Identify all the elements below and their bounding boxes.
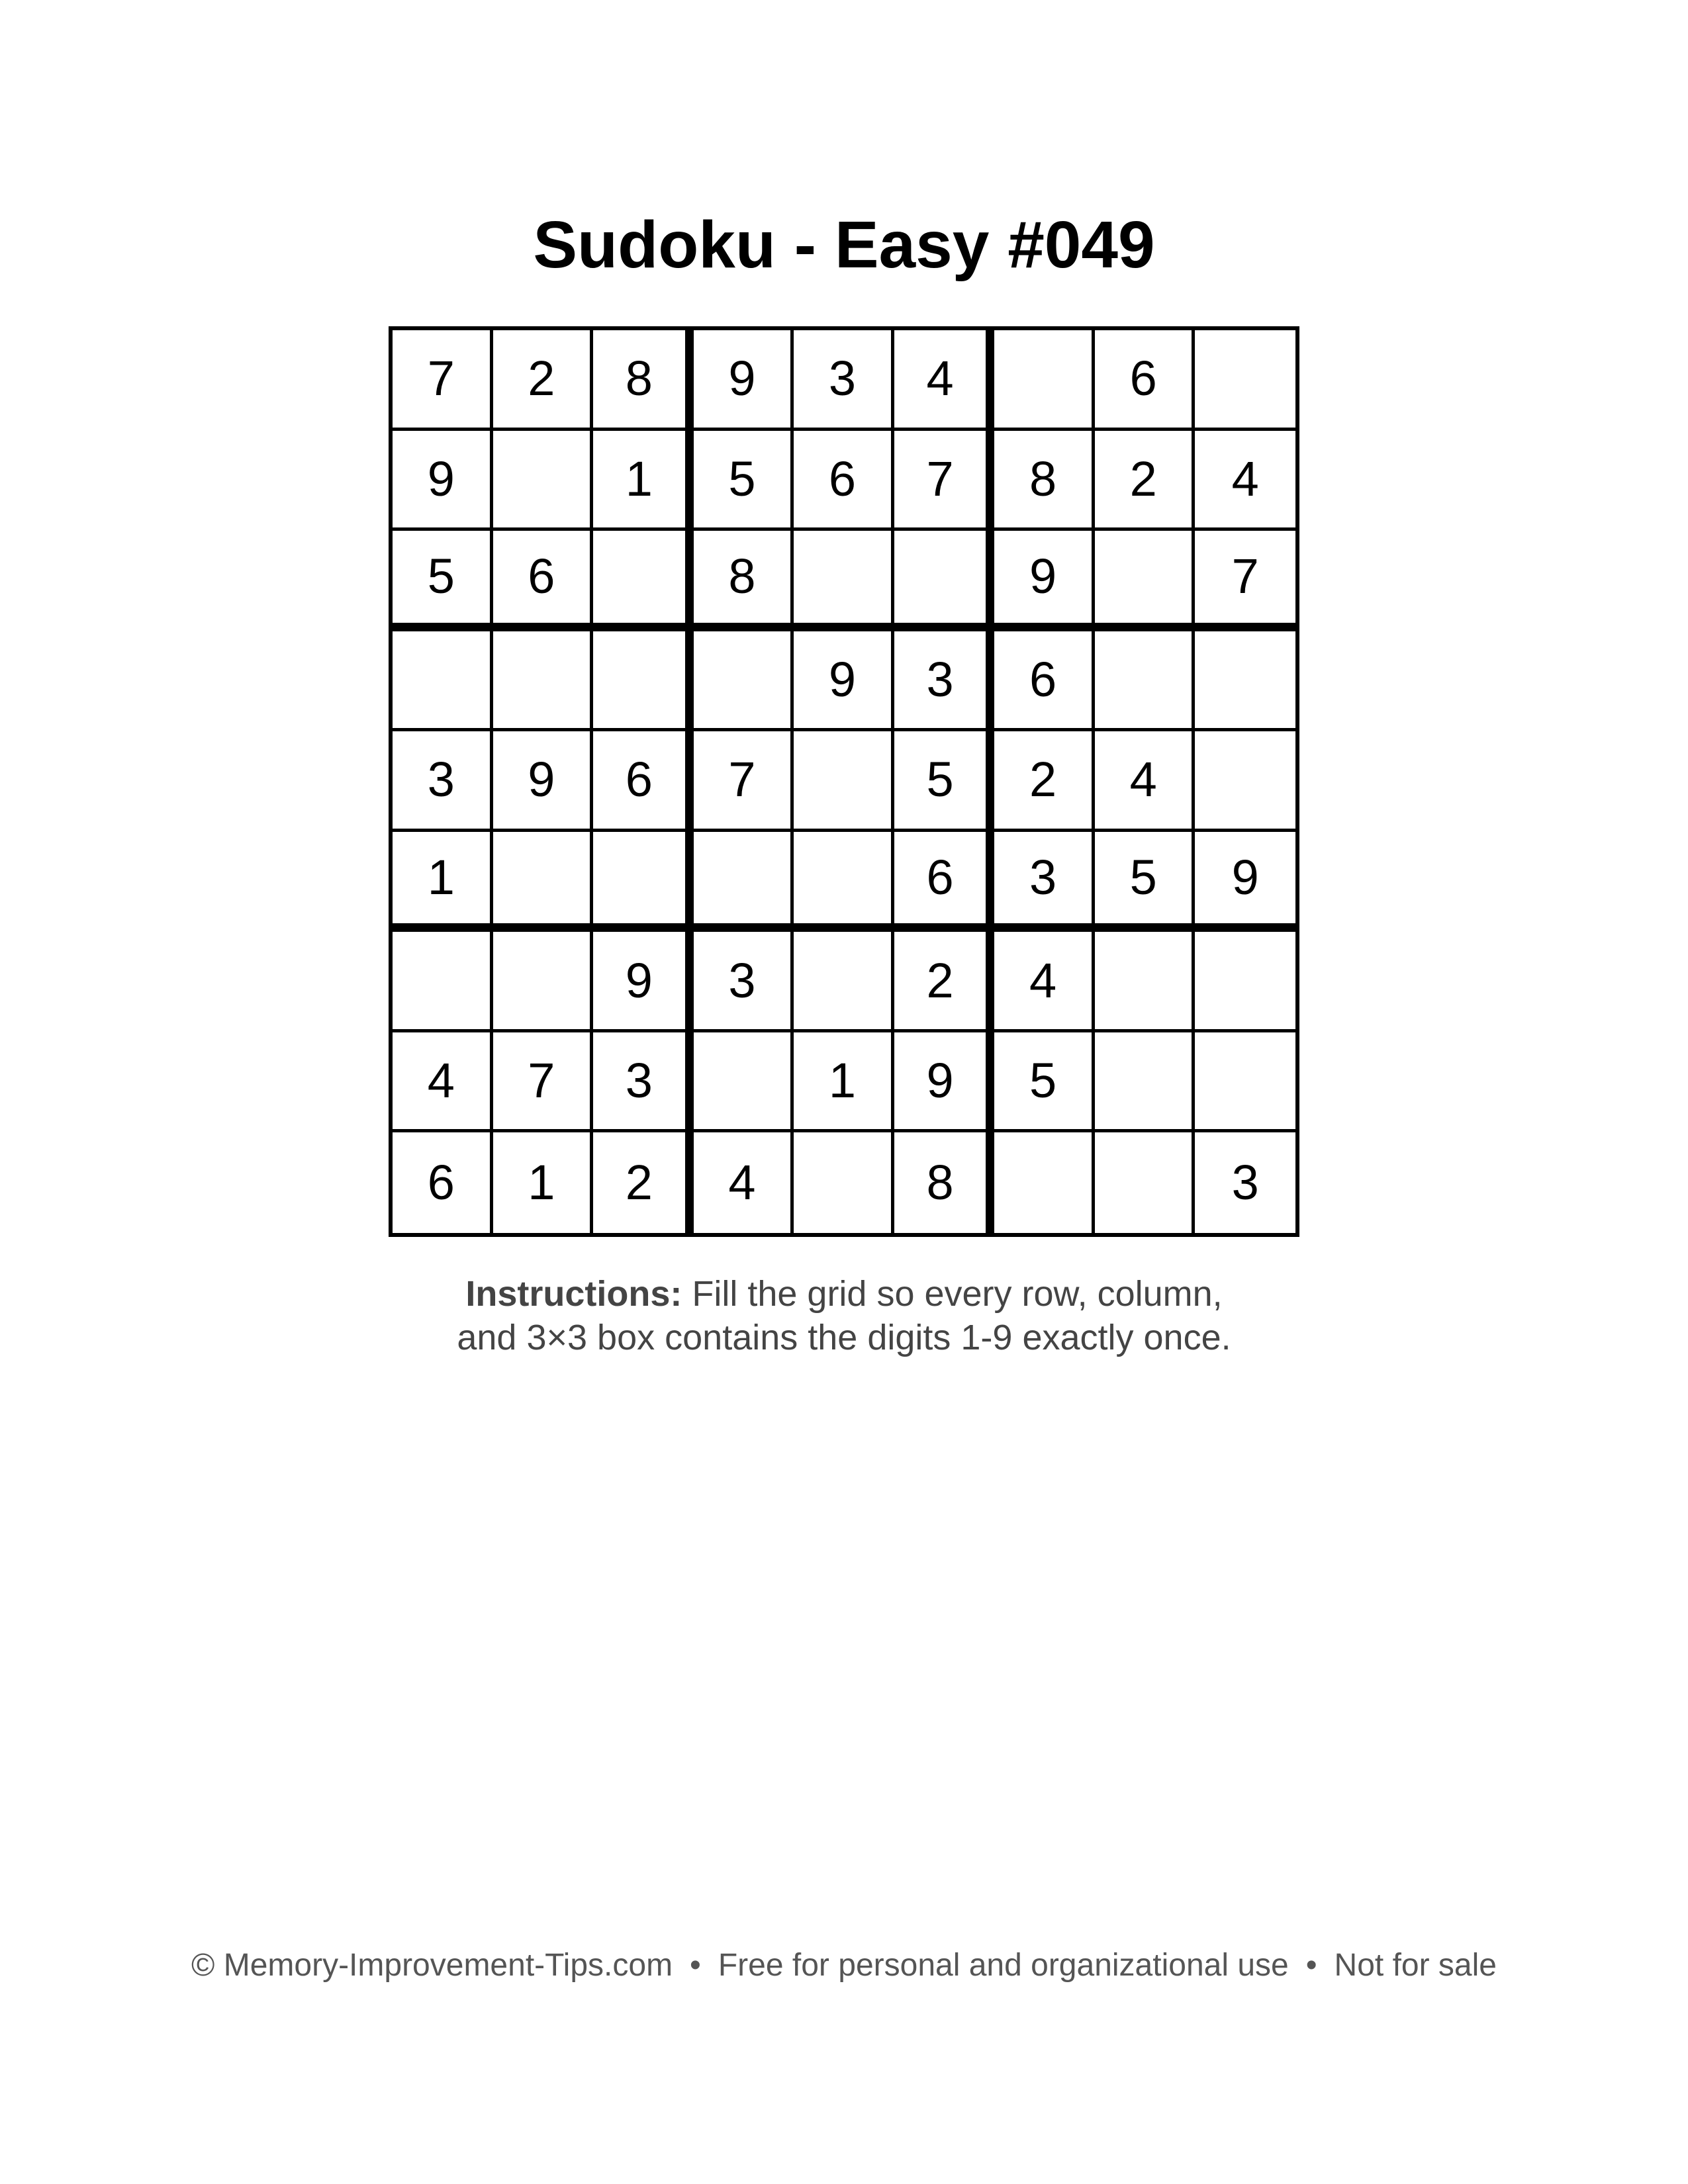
sudoku-cell: 3: [794, 330, 894, 431]
sudoku-cell[interactable]: [1095, 1132, 1196, 1233]
sudoku-cell: 6: [493, 531, 594, 631]
sudoku-cell: 4: [1195, 431, 1295, 531]
sudoku-cell: 2: [1095, 431, 1196, 531]
sudoku-cell: 2: [593, 1132, 694, 1233]
sudoku-cell[interactable]: [393, 631, 493, 732]
sudoku-cell: 7: [493, 1032, 594, 1133]
sudoku-cell: 8: [994, 431, 1095, 531]
footer-separator: •: [1305, 1948, 1317, 1983]
sudoku-cell[interactable]: [794, 531, 894, 631]
sudoku-cell: 1: [593, 431, 694, 531]
footer-notice: Not for sale: [1334, 1948, 1497, 1983]
sudoku-cell[interactable]: [493, 932, 594, 1032]
sudoku-cell: 7: [894, 431, 995, 531]
sudoku-cell[interactable]: [794, 731, 894, 832]
sudoku-cell: 4: [994, 932, 1095, 1032]
sudoku-cell: 9: [1195, 832, 1295, 933]
sudoku-cell[interactable]: [1095, 531, 1196, 631]
sudoku-cell: 3: [393, 731, 493, 832]
sudoku-cell: 2: [994, 731, 1095, 832]
sudoku-cell: 9: [894, 1032, 995, 1133]
instructions-label: Instructions:: [465, 1274, 682, 1314]
sudoku-cell: 5: [1095, 832, 1196, 933]
sudoku-cell[interactable]: [1195, 932, 1295, 1032]
sudoku-cell[interactable]: [1095, 631, 1196, 732]
footer-usage: Free for personal and organizational use: [718, 1948, 1289, 1983]
sudoku-cell: 6: [393, 1132, 493, 1233]
sudoku-cell[interactable]: [1095, 1032, 1196, 1133]
sudoku-cell: 6: [994, 631, 1095, 732]
instructions: [0, 1272, 1688, 1359]
sudoku-cell: 7: [694, 731, 794, 832]
sudoku-cell: 1: [794, 1032, 894, 1133]
sudoku-cell: 3: [593, 1032, 694, 1133]
sudoku-cell[interactable]: [493, 631, 594, 732]
sudoku-cell: 7: [1195, 531, 1295, 631]
sudoku-cell: 6: [794, 431, 894, 531]
sudoku-cell[interactable]: [794, 932, 894, 1032]
sudoku-cell[interactable]: [1195, 731, 1295, 832]
sudoku-cell[interactable]: [1195, 1032, 1295, 1133]
sudoku-cell[interactable]: [694, 631, 794, 732]
sudoku-cell: 1: [493, 1132, 594, 1233]
sudoku-cell: 6: [593, 731, 694, 832]
sudoku-cell: 3: [1231, 1155, 1259, 1210]
sudoku-cell: 2: [493, 330, 594, 431]
sudoku-cell: 6: [1095, 330, 1196, 431]
sudoku-cell: 9: [994, 531, 1095, 631]
footer-separator: •: [690, 1948, 701, 1983]
sudoku-cell[interactable]: [1095, 932, 1196, 1032]
sudoku-cell: 5: [994, 1032, 1095, 1133]
sudoku-cell[interactable]: [593, 531, 694, 631]
footer: [0, 1942, 1688, 1989]
sudoku-cell: 4: [894, 330, 995, 431]
sudoku-cell[interactable]: [393, 932, 493, 1032]
sudoku-cell[interactable]: [1195, 631, 1295, 732]
sudoku-cell: 5: [894, 731, 995, 832]
sudoku-cell: 2: [894, 932, 995, 1032]
sudoku-cell: 9: [694, 330, 794, 431]
footer-copyright: © Memory-Improvement-Tips.com: [191, 1948, 673, 1983]
sudoku-cell[interactable]: [794, 832, 894, 933]
sudoku-cell: 7: [393, 330, 493, 431]
sudoku-cell: 3: [994, 832, 1095, 933]
sudoku-cell: 3: [894, 631, 995, 732]
sudoku-cell: 9: [493, 731, 594, 832]
sudoku-cell[interactable]: [794, 1132, 894, 1233]
sudoku-cell: 1: [393, 832, 493, 933]
sudoku-cell: 8: [894, 1132, 995, 1233]
sudoku-cell[interactable]: [994, 330, 1095, 431]
sudoku-cell[interactable]: [493, 832, 594, 933]
sudoku-cell: 9: [593, 932, 694, 1032]
sudoku-cell: 8: [694, 531, 794, 631]
sudoku-cell: 8: [593, 330, 694, 431]
sudoku-cell: 4: [393, 1032, 493, 1133]
sudoku-cell: 5: [694, 431, 794, 531]
instructions-line-2: and 3×3 box contains the digits 1-9 exactly once.: [457, 1318, 1231, 1357]
sudoku-cell[interactable]: [694, 832, 794, 933]
sudoku-cell[interactable]: [493, 431, 594, 531]
sudoku-cell: 9: [393, 431, 493, 531]
sudoku-cell: 4: [1095, 731, 1196, 832]
sudoku-cell: 6: [894, 832, 995, 933]
sudoku-cell: 9: [794, 631, 894, 732]
sudoku-cell[interactable]: [694, 1032, 794, 1133]
sudoku-cell: 5: [393, 531, 493, 631]
sudoku-cell[interactable]: [994, 1132, 1095, 1233]
sudoku-cell: 3: [694, 932, 794, 1032]
sudoku-grid: [389, 326, 1299, 1237]
sudoku-cell: 4: [694, 1132, 794, 1233]
page-title: Sudoku - Easy #049: [533, 208, 1155, 282]
sudoku-cell[interactable]: [593, 832, 694, 933]
sudoku-cell[interactable]: [593, 631, 694, 732]
instructions-line-1: Fill the grid so every row, column,: [692, 1274, 1223, 1314]
sudoku-cell[interactable]: [894, 531, 995, 631]
sudoku-cell[interactable]: [1195, 330, 1295, 431]
